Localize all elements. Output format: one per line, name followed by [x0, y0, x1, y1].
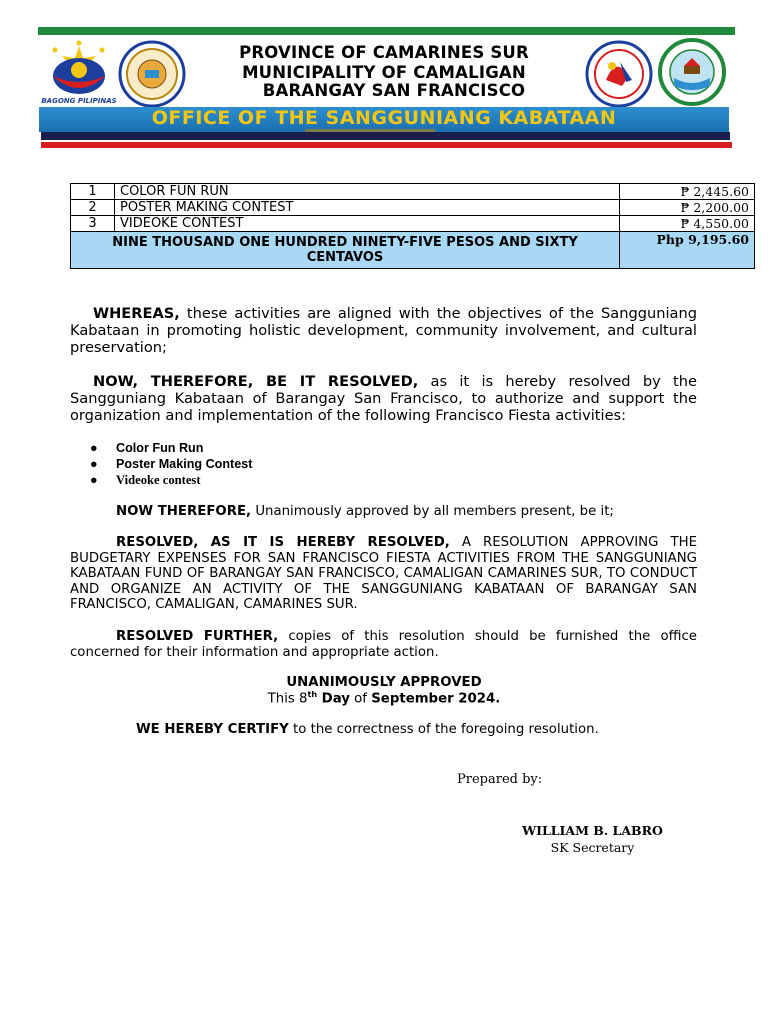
resolution-paragraph — [70, 535, 697, 613]
row-activity: COLOR FUN RUN — [115, 184, 620, 200]
list-item — [90, 440, 252, 456]
header-red-line — [41, 142, 732, 148]
row-number: 1 — [71, 184, 115, 200]
row-activity: POSTER MAKING CONTEST — [115, 200, 620, 216]
resolution-lead: RESOLVED, AS IT IS HEREBY RESOLVED, — [116, 535, 450, 550]
list-item — [90, 456, 252, 472]
total-amount: Php 9,195.60 — [620, 232, 755, 269]
sk-seal — [584, 40, 654, 108]
certify-text: to the correctness of the foregoing resolution. — [288, 722, 599, 737]
bullet-icon: ● — [90, 441, 98, 455]
activity-label: Videoke contest — [116, 473, 201, 487]
row-amount: ₱ 4,550.00 — [620, 216, 755, 232]
municipality-title: MUNICIPALITY OF CAMALIGAN — [242, 63, 526, 82]
activity-label: Poster Making Contest — [116, 457, 253, 471]
total-in-words: NINE THOUSAND ONE HUNDRED NINETY-FIVE PESOS AND SIXTY CENTAVOS — [71, 232, 620, 269]
activities-list — [90, 440, 252, 488]
resolved-further-lead: RESOLVED FURTHER, — [116, 629, 279, 644]
barangay-seal — [654, 38, 730, 106]
bagong-pilipinas-caption: BAGONG PILIPINAS — [41, 97, 117, 105]
approval-heading: UNANIMOUSLY APPROVED — [286, 675, 482, 690]
row-activity: VIDEOKE CONTEST — [115, 216, 620, 232]
list-item — [90, 472, 252, 488]
resolution-text: A RESOLUTION APPROVING THE BUDGETARY EXPENSES FOR SAN FRANCISCO FIESTA ACTIVITIES FROM THE SANGGUNIANG KABATAAN FUND OF BARANGAY SAN FRANCISCO, CAMALIGAN CAMARINES SUR, TO CONDUCT AND ORGANIZE AN ACTIVITY OF THE SANGGUNIANG KABATAAN OF BARANGAY SAN FRANCISCO, CAMALIGAN, CAMARINES SUR. — [70, 535, 697, 612]
office-title: OFFICE OF THE SANGGUNIANG KABATAAN — [151, 107, 617, 129]
date-day: Day — [317, 691, 350, 707]
resolved-paragraph — [70, 373, 697, 424]
activity-label: Color Fun Run — [116, 441, 204, 455]
whereas-text: these activities are aligned with the objectives of the Sangguniang Kabataan in promoting holistic development, community involvement, and cultural preservation; — [70, 305, 697, 356]
row-amount: ₱ 2,445.60 — [620, 184, 755, 200]
budget-table — [70, 183, 755, 269]
row-number: 3 — [71, 216, 115, 232]
resolved-lead: NOW, THEREFORE, BE IT RESOLVED, — [93, 373, 419, 390]
total-row — [71, 232, 755, 269]
header-navy-line — [41, 132, 730, 140]
resolved-further-text: copies of this resolution should be furnished the office concerned for their information and appropriate action. — [70, 629, 697, 660]
row-number: 2 — [71, 200, 115, 216]
row-amount: ₱ 2,200.00 — [620, 200, 755, 216]
table-row — [71, 216, 755, 232]
prepared-by-label: Prepared by: — [457, 772, 543, 787]
signatory-title: SK Secretary — [550, 840, 635, 855]
date-of: of — [349, 691, 372, 707]
certify-line — [136, 722, 599, 737]
table-row — [71, 184, 755, 200]
bullet-icon: ● — [90, 473, 98, 487]
header-green-bar — [38, 27, 735, 35]
barangay-title: BARANGAY SAN FRANCISCO — [262, 81, 526, 100]
now-therefore-text: Unanimously approved by all members present, be it; — [251, 504, 614, 519]
date-suffix: th — [307, 690, 318, 699]
resolved-further-paragraph — [70, 629, 697, 660]
date-this: This 8 — [267, 691, 308, 707]
now-therefore-paragraph — [70, 504, 697, 520]
now-therefore-lead: NOW THEREFORE, — [116, 504, 252, 519]
whereas-lead: WHEREAS, — [93, 305, 180, 322]
signatory-name: WILLIAM B. LABRO — [522, 823, 663, 838]
resolved-text: as it is hereby resolved by the Sangguniang Kabataan of Barangay San Francisco, to authorize and support the organization and implementation of the following Francisco Fiesta activities: — [70, 373, 697, 424]
certify-lead: WE HEREBY CERTIFY — [136, 722, 289, 737]
date-month: September 2024. — [371, 691, 501, 707]
table-row — [71, 200, 755, 216]
bullet-icon: ● — [90, 457, 98, 471]
province-title: PROVINCE OF CAMARINES SUR — [239, 43, 529, 62]
approval-date — [0, 690, 768, 706]
whereas-paragraph — [70, 305, 697, 356]
